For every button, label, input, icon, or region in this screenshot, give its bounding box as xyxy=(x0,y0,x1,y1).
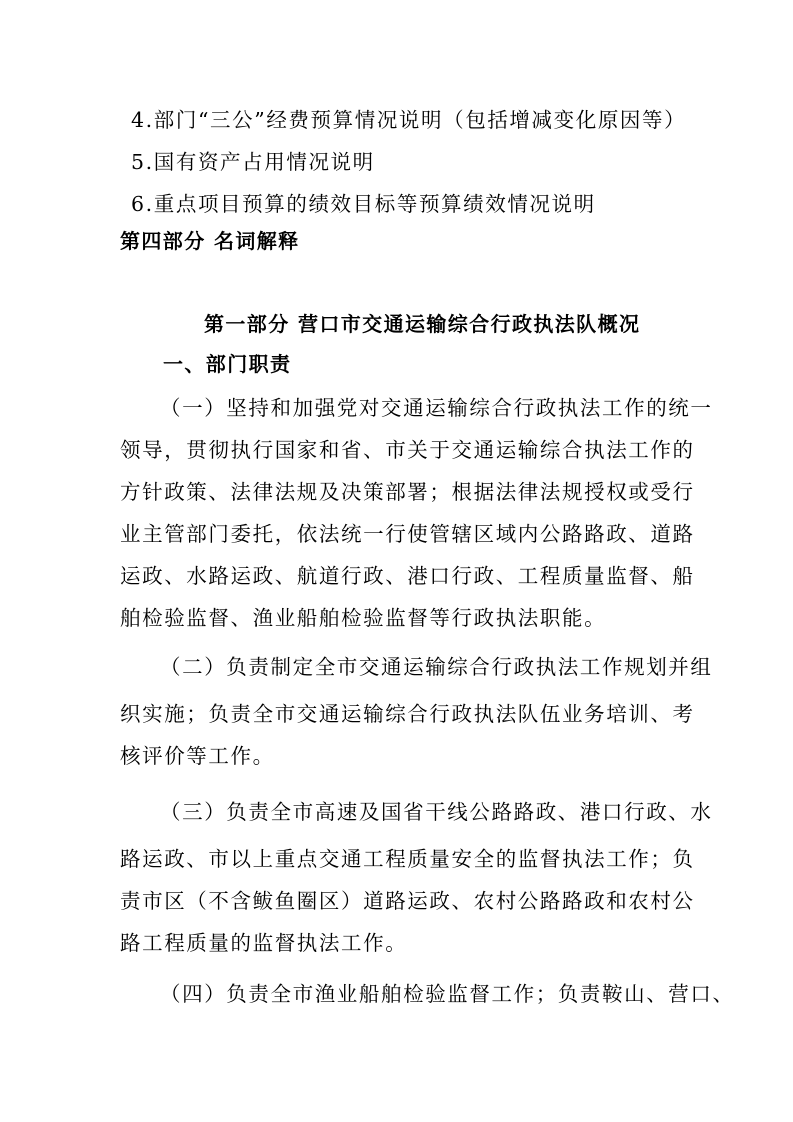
paragraph-line: 业主管部门委托，依法统一行使管辖区域内公路路政、道路 xyxy=(120,522,695,546)
paragraph-line: （二）负责制定全市交通运输综合行政执法工作规划并组 xyxy=(160,655,713,679)
paragraph-line: 路运政、市以上重点交通工程质量安全的监督执法工作；负 xyxy=(120,847,695,871)
toc-part-4: 第四部分 名词解释 xyxy=(120,229,300,253)
paragraph-line: 责市区（不含鲅鱼圈区）道路运政、农村公路路政和农村公 xyxy=(120,889,695,913)
paragraph-line: 领导，贯彻执行国家和省、市关于交通运输综合执法工作的 xyxy=(120,438,695,462)
paragraph-line: 织实施；负责全市交通运输综合行政执法队伍业务培训、考 xyxy=(120,702,695,726)
toc-item-5: 5.国有资产占用情况说明 xyxy=(131,150,375,174)
paragraph-line: （一）坚持和加强党对交通运输综合行政执法工作的统一 xyxy=(160,396,713,420)
paragraph-line: 路工程质量的监督执法工作。 xyxy=(120,931,408,955)
paragraph-line: 运政、水路运政、航道行政、港口行政、工程质量监督、船 xyxy=(120,564,695,588)
section-heading: 一、部门职责 xyxy=(163,352,292,376)
paragraph-line: 核评价等工作。 xyxy=(120,744,275,768)
paragraph-line: （四）负责全市渔业船舶检验监督工作；负责鞍山、营口、 xyxy=(160,982,735,1006)
paragraph-line: （三）负责全市高速及国省干线公路路政、港口行政、水 xyxy=(160,800,713,824)
toc-item-4: 4.部门“三公”经费预算情况说明（包括增减变化原因等） xyxy=(131,108,687,132)
toc-item-6: 6.重点项目预算的绩效目标等预算绩效情况说明 xyxy=(131,192,596,216)
paragraph-line: 方针政策、法律法规及决策部署；根据法律法规授权或受行 xyxy=(120,480,695,504)
paragraph-line: 舶检验监督、渔业船舶检验监督等行政执法职能。 xyxy=(120,606,607,630)
section-title: 第一部分 营口市交通运输综合行政执法队概况 xyxy=(204,312,641,336)
